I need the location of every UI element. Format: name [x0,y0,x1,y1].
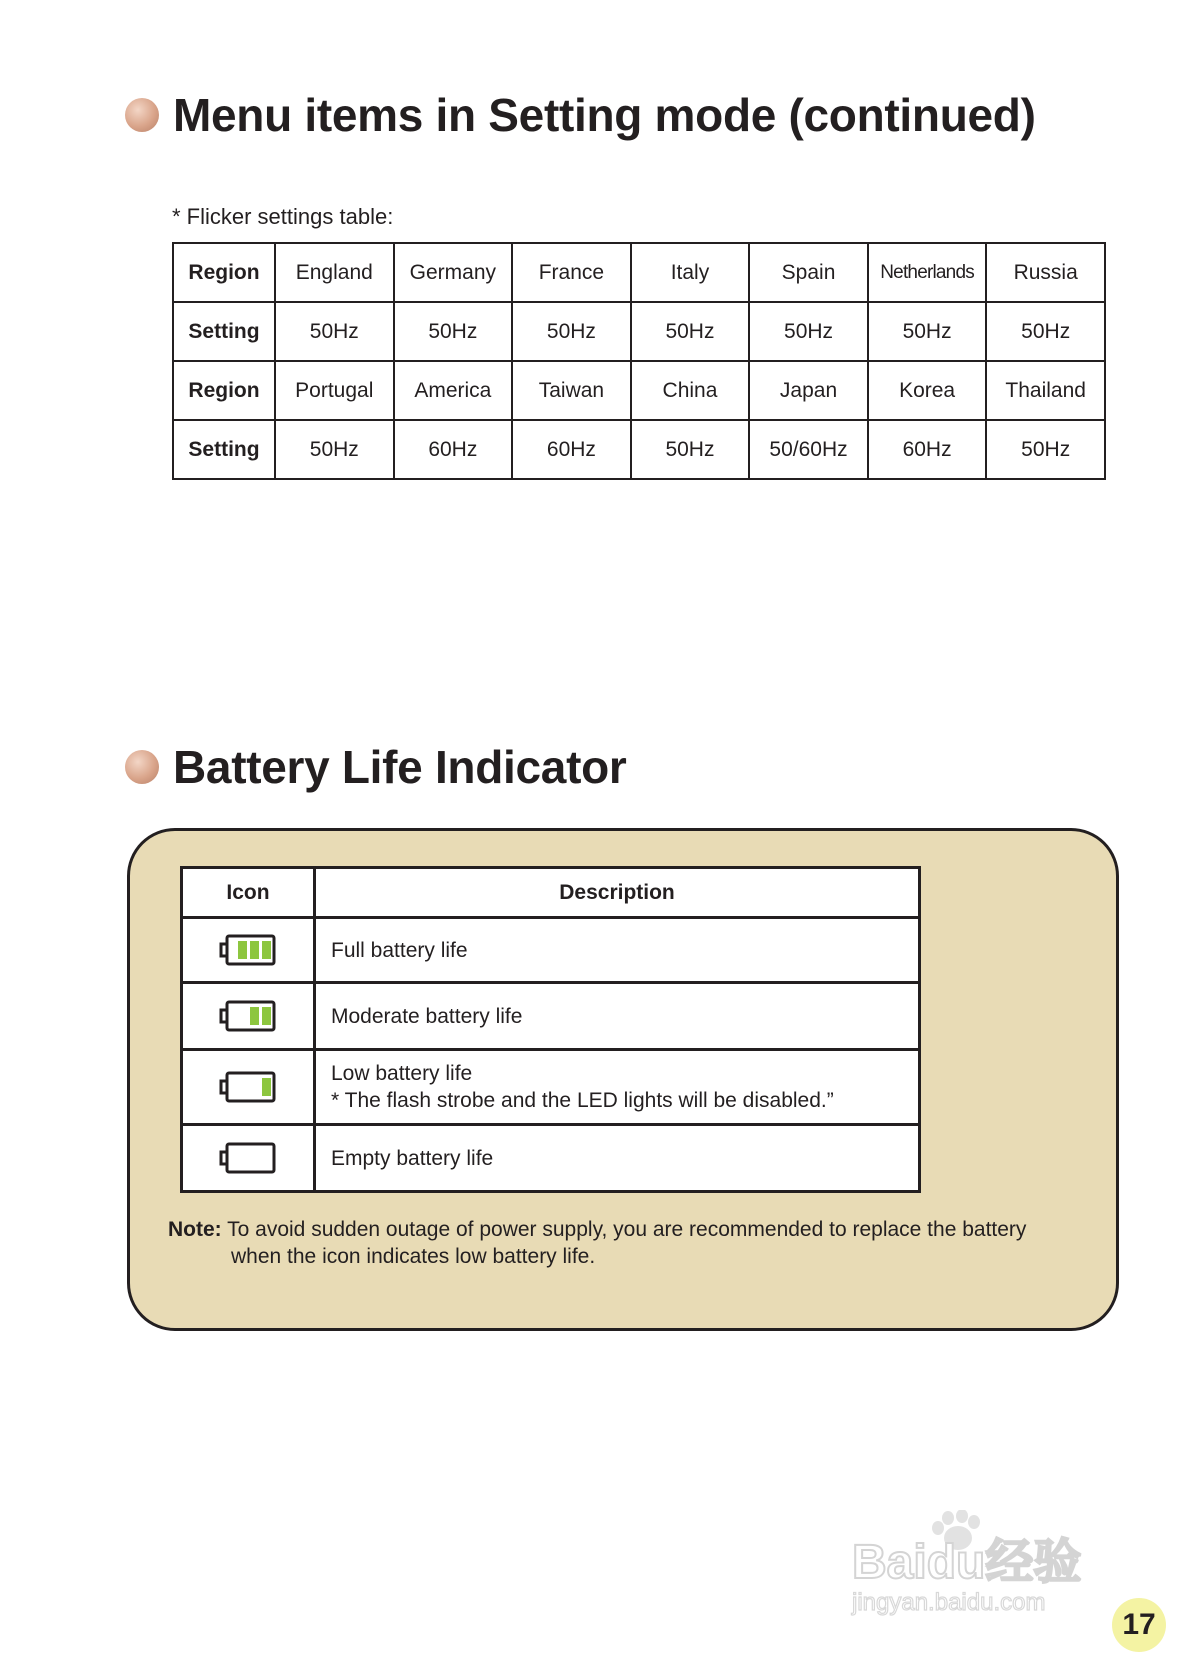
icon-cell [182,918,315,983]
section-title: Menu items in Setting mode (continued) [173,89,1036,141]
row-header: Setting [173,302,275,361]
table-row [182,983,920,1050]
table-cell: Portugal [275,361,394,420]
table-row [173,243,1105,302]
section-title: Battery Life Indicator [173,741,627,793]
table-caption: * Flicker settings table: [172,204,394,229]
table-cell: 50Hz [275,420,394,479]
note-line-1: To avoid sudden outage of power supply, you are recommended to replace the battery [227,1218,1027,1241]
table-cell: Japan [749,361,868,420]
table-cell: 50Hz [275,302,394,361]
table-cell: France [512,243,631,302]
battery-empty-icon [219,1141,277,1175]
description-text: Moderate battery life [331,1004,523,1028]
table-cell: Netherlands [868,243,987,302]
bullet-icon [125,750,159,784]
description-text: Empty battery life [331,1146,494,1170]
description-cell [315,983,920,1050]
section-heading-battery [125,740,627,794]
battery-level-bar [262,941,271,959]
table-cell: Spain [749,243,868,302]
battery-body [227,1144,274,1172]
table-cell: Germany [394,243,513,302]
section-heading-setting-mode [125,88,1036,142]
table-cell: 50Hz [986,420,1105,479]
icon-cell [182,1050,315,1125]
description-cell [315,918,920,983]
description-cell [315,1125,920,1192]
column-header-icon: Icon [182,868,315,918]
table-cell: 50Hz [631,420,750,479]
battery-level-bar [262,1078,271,1096]
table-row [182,1050,920,1125]
icon-cell [182,1125,315,1192]
column-header-description: Description [315,868,920,918]
table-cell: China [631,361,750,420]
flicker-settings-table [172,242,1106,480]
description-note: * The flash strobe and the LED lights will be disabled.” [331,1089,834,1112]
table-cell: 60Hz [868,420,987,479]
row-header: Setting [173,420,275,479]
battery-low-icon [219,1070,277,1104]
table-cell: Thailand [986,361,1105,420]
table-cell: Italy [631,243,750,302]
table-header-row [182,868,920,918]
battery-level-bar [238,941,247,959]
watermark-url: jingyan.baidu.com [852,1589,1046,1616]
row-header: Region [173,243,275,302]
table-cell: Russia [986,243,1105,302]
bullet-icon [125,98,159,132]
table-cell: 50Hz [749,302,868,361]
table-cell: 50/60Hz [749,420,868,479]
table-cell: 50Hz [986,302,1105,361]
table-cell: 50Hz [868,302,987,361]
table-row [182,1125,920,1192]
icon-cell [182,983,315,1050]
note-text [168,1216,1088,1270]
note-line-2: when the icon indicates low battery life. [231,1245,596,1268]
table-cell: America [394,361,513,420]
battery-level-bar [250,1007,259,1025]
table-cell: Korea [868,361,987,420]
table-cell: 50Hz [394,302,513,361]
table-cell: England [275,243,394,302]
description-text: Low battery life [331,1062,473,1085]
page-number: 17 [1112,1598,1166,1652]
table-cell: Taiwan [512,361,631,420]
battery-level-bar [250,941,259,959]
table-cell: 50Hz [631,302,750,361]
table-row [182,918,920,983]
battery-level-bar [262,1007,271,1025]
battery-full-icon [219,933,277,967]
baidu-watermark [850,1510,1110,1620]
note-label: Note: [168,1218,222,1241]
table-cell: 60Hz [512,420,631,479]
table-cell: 60Hz [394,420,513,479]
description-text: Full battery life [331,938,468,962]
battery-indicator-table [180,866,921,1193]
row-header: Region [173,361,275,420]
table-row [173,420,1105,479]
table-row [173,302,1105,361]
watermark-brand: Baidu经验 [852,1536,1082,1589]
table-cell: 50Hz [512,302,631,361]
description-cell [315,1050,920,1125]
table-row [173,361,1105,420]
battery-moderate-icon [219,999,277,1033]
